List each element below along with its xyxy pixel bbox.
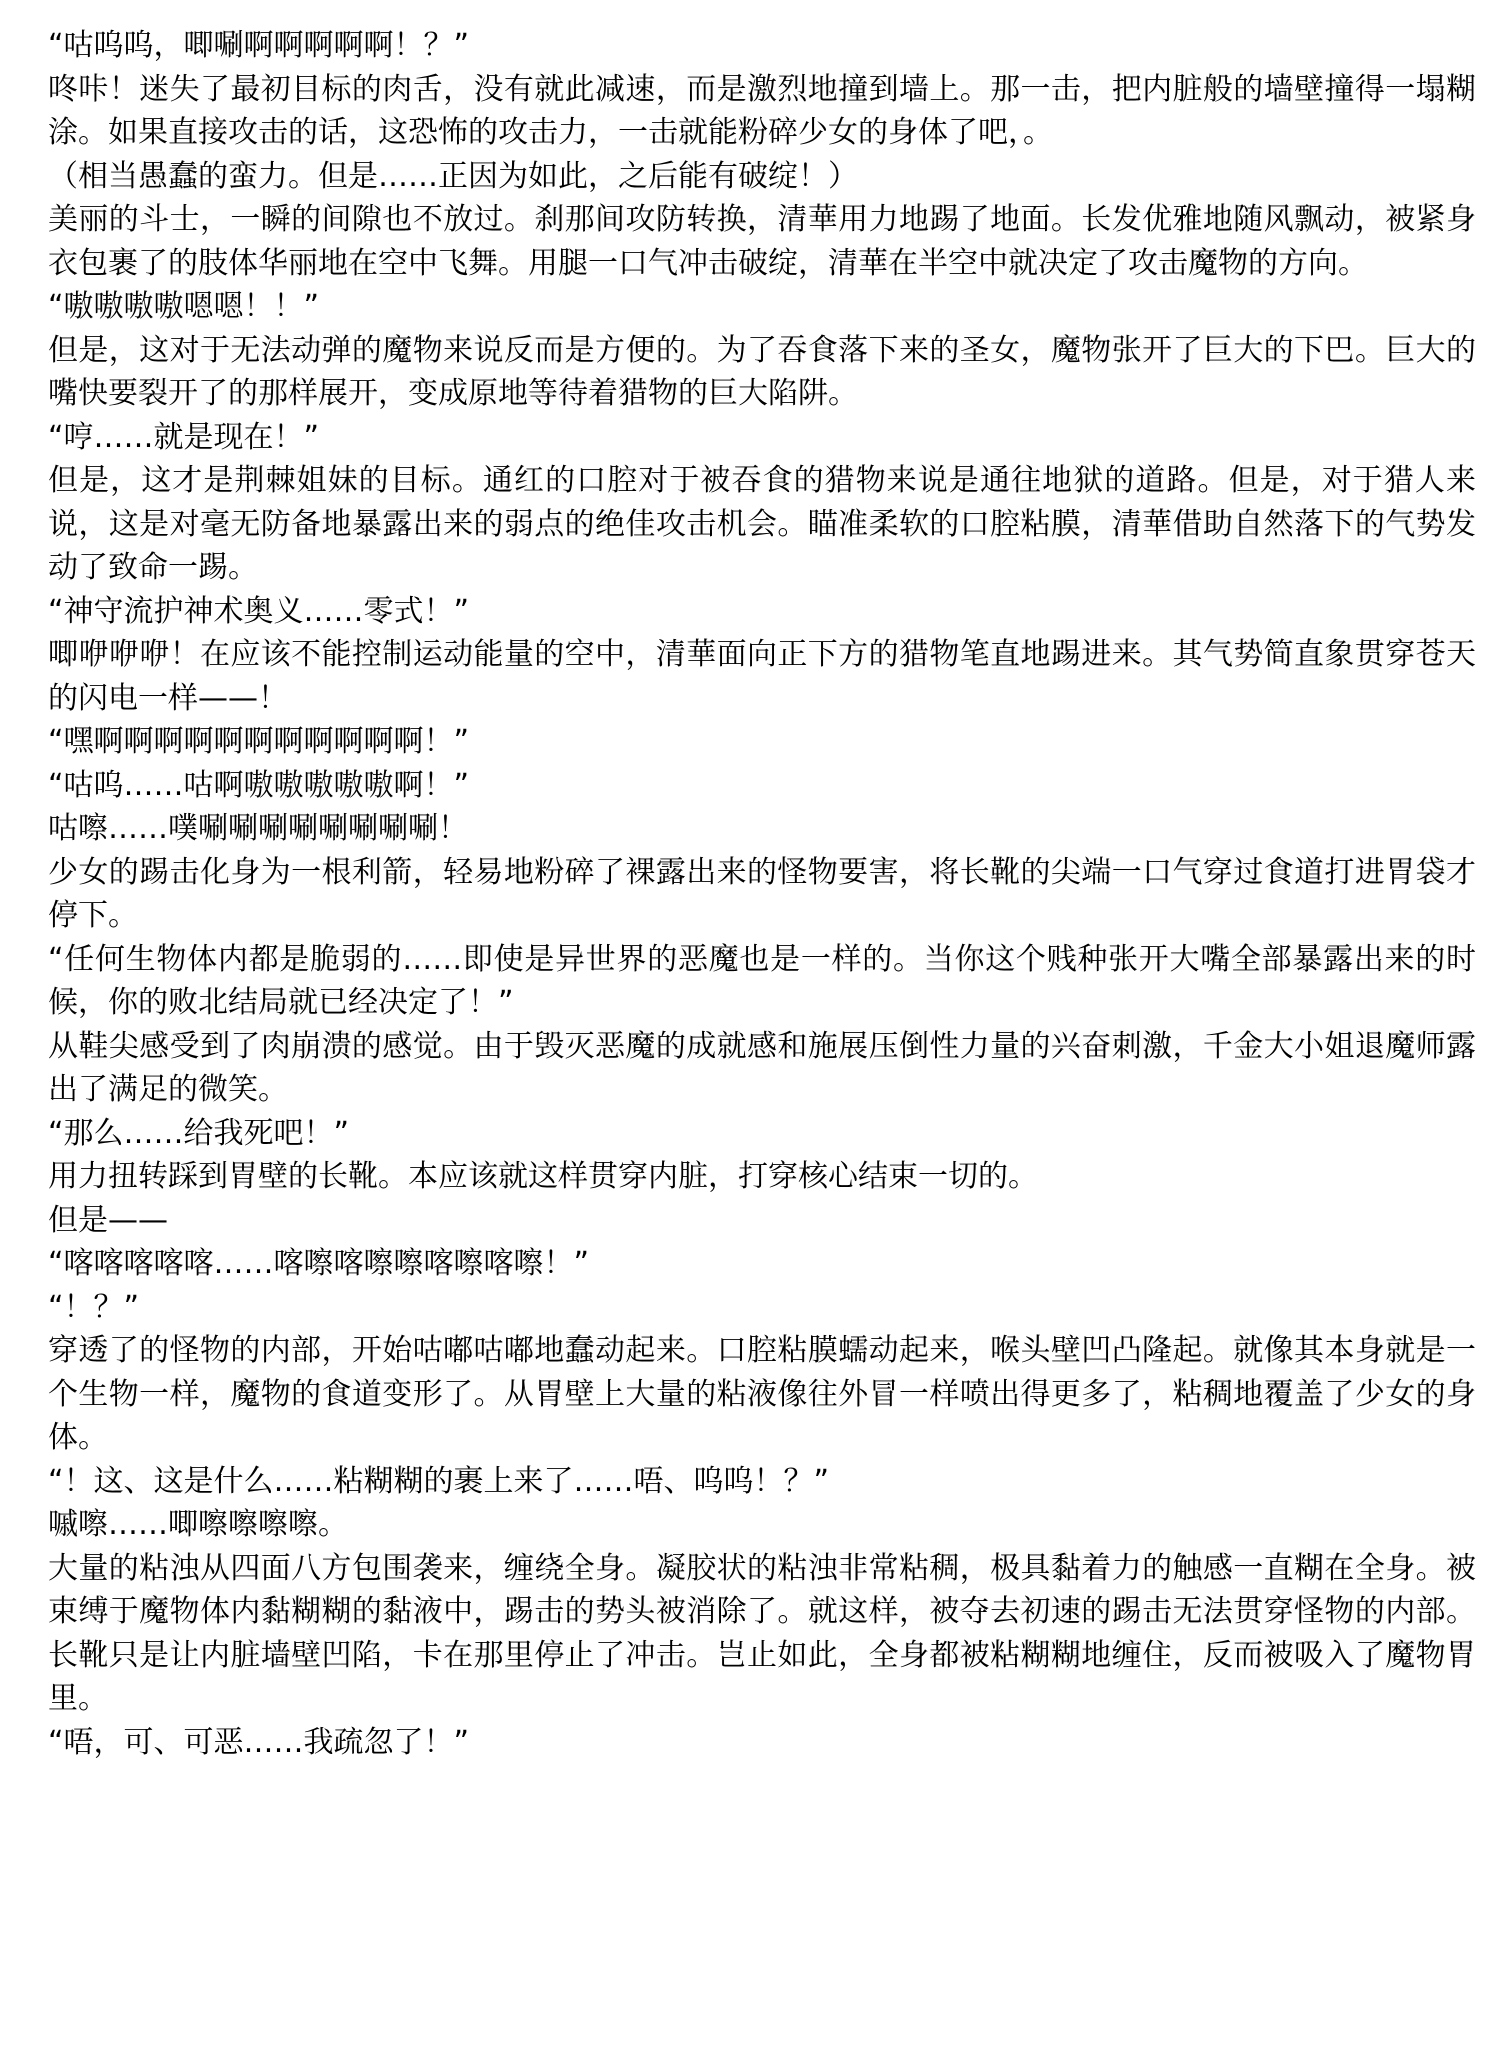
- paragraph: “嘿啊啊啊啊啊啊啊啊啊啊啊！”: [48, 724, 470, 759]
- paragraph: 从鞋尖感受到了肉崩溃的感觉。由于毁灭恶魔的成就感和施展压倒性力量的兴奋刺激，千金大小姐退魔师露出了满足的微笑。: [48, 1028, 1476, 1107]
- paragraph: “喀喀喀喀喀……喀嚓喀嚓嚓喀嚓喀嚓！”: [48, 1246, 590, 1281]
- paragraph: 但是——: [48, 1202, 168, 1238]
- paragraph: “咕呜……咕啊嗷嗷嗷嗷嗷啊！”: [48, 767, 470, 803]
- paragraph: 用力扭转踩到胃壁的长靴。本应该就这样贯穿内脏，打穿核心结束一切的。: [48, 1159, 1038, 1194]
- paragraph: （相当愚蠢的蛮力。但是……正因为如此，之后能有破绽！）: [48, 158, 858, 194]
- paragraph: “神守流护神术奥义……零式！”: [48, 593, 470, 629]
- paragraph: “！这、这是什么……粘糊糊的裹上来了……唔、呜呜！？”: [48, 1463, 830, 1499]
- paragraph: “！？”: [48, 1289, 140, 1325]
- paragraph: “嗷嗷嗷嗷嗯嗯！！”: [48, 289, 320, 324]
- paragraph: 但是，这对于无法动弹的魔物来说反而是方便的。为了吞食落下来的圣女，魔物张开了巨大的下巴。巨大的嘴快要裂开了的那样展开，变成原地等待着猎物的巨大陷阱。: [48, 332, 1476, 411]
- paragraph: 少女的踢击化身为一根利箭，轻易地粉碎了裸露出来的怪物要害，将长靴的尖端一口气穿过食道打进胃袋才停下。: [48, 854, 1476, 933]
- paragraph: 咕嚓……噗唰唰唰唰唰唰唰唰！: [48, 811, 468, 846]
- paragraph: “哼……就是现在！”: [48, 419, 320, 455]
- paragraph: 大量的粘浊从四面八方包围袭来，缠绕全身。凝胶状的粘浊非常粘稠，极具黏着力的触感一直糊在全身。被束缚于魔物体内黏糊糊的黏液中，踢击的势头被消除了。就这样，被夺去初速的踢击无法贯穿怪物的内部。长靴只是让内脏墙壁凹陷，卡在那里停止了冲击。岂止如此，全身都被粘糊糊地缠住，反而被吸入了魔物胃里。: [48, 1550, 1476, 1716]
- paragraph: 咚咔！迷失了最初目标的肉舌，没有就此减速，而是激烈地撞到墙上。那一击，把内脏般的墙壁撞得一塌糊涂。如果直接攻击的话，这恐怖的攻击力，一击就能粉碎少女的身体了吧，。: [48, 71, 1476, 150]
- paragraph: 美丽的斗士，一瞬的间隙也不放过。刹那间攻防转换，清華用力地踢了地面。长发优雅地随风飘动，被紧身衣包裹了的肢体华丽地在空中飞舞。用腿一口气冲击破绽，清華在半空中就决定了攻击魔物的方向。: [48, 202, 1476, 281]
- paragraph: “任何生物体内都是脆弱的……即使是异世界的恶魔也是一样的。当你这个贱种张开大嘴全部暴露出来的时候，你的败北结局就已经决定了！”: [48, 941, 1476, 1020]
- paragraph: 唧咿咿咿！在应该不能控制运动能量的空中，清華面向正下方的猎物笔直地踢进来。其气势简直象贯穿苍天的闪电一样——！: [48, 637, 1476, 716]
- paragraph: 嘁嚓……唧嚓嚓嚓嚓。: [48, 1507, 348, 1542]
- paragraph: “咕呜呜，唧唰啊啊啊啊啊！？”: [48, 28, 470, 63]
- paragraph: “唔，可、可恶……我疏忽了！”: [48, 1724, 470, 1760]
- paragraph: 穿透了的怪物的内部，开始咕嘟咕嘟地蠢动起来。口腔粘膜蠕动起来，喉头壁凹凸隆起。就像其本身就是一个生物一样，魔物的食道变形了。从胃壁上大量的粘液像往外冒一样喷出得更多了，粘稠地覆盖了少女的身体。: [48, 1333, 1476, 1455]
- paragraph: “那么……给我死吧！”: [48, 1115, 350, 1151]
- paragraph: 但是，这才是荆棘姐妹的目标。通红的口腔对于被吞食的猎物来说是通往地狱的道路。但是，对于猎人来说，这是对毫无防备地暴露出来的弱点的绝佳攻击机会。瞄准柔软的口腔粘膜，清華借助自然落下的气势发动了致命一踢。: [48, 463, 1476, 585]
